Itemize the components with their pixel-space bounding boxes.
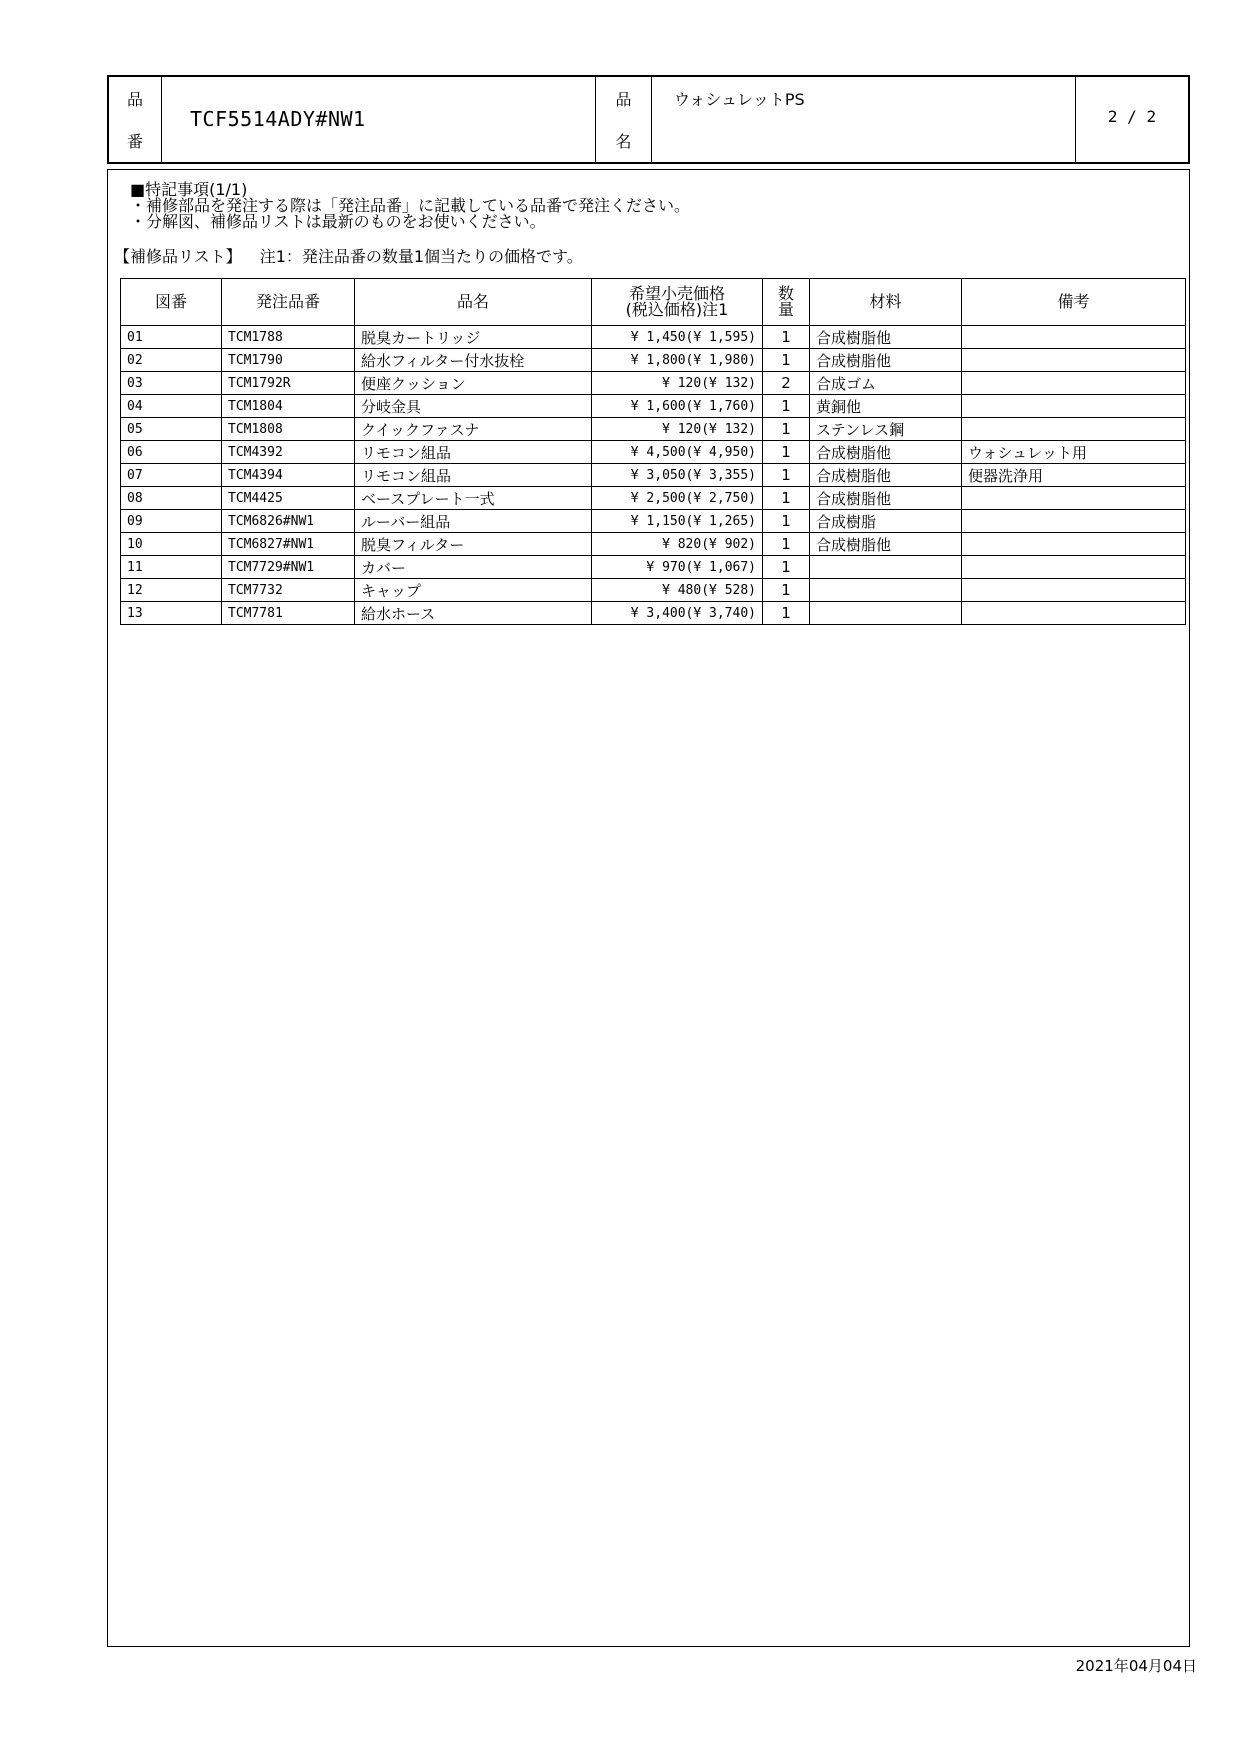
table-row bbox=[121, 602, 1186, 625]
col-header-name: 品名 bbox=[355, 279, 592, 326]
cell-material: 合成樹脂他 bbox=[810, 441, 962, 464]
cell-qty: 1 bbox=[763, 533, 810, 556]
notes-line-2: ・分解図、補修品リストは最新のものをお使いください。 bbox=[130, 212, 546, 231]
issue-date: 2021年04月04日 bbox=[1075, 1657, 1197, 1675]
cell-no: 10 bbox=[121, 533, 222, 556]
cell-qty: 1 bbox=[763, 556, 810, 579]
cell-price: ¥ 3,400(¥ 3,740) bbox=[592, 602, 763, 625]
cell-material: 黄銅他 bbox=[810, 395, 962, 418]
cell-no: 05 bbox=[121, 418, 222, 441]
cell-remarks bbox=[962, 556, 1186, 579]
cell-price: ¥ 120(¥ 132) bbox=[592, 418, 763, 441]
cell-price: ¥ 4,500(¥ 4,950) bbox=[592, 441, 763, 464]
cell-qty: 1 bbox=[763, 441, 810, 464]
cell-name: リモコン組品 bbox=[355, 464, 592, 487]
cell-qty: 1 bbox=[763, 418, 810, 441]
cell-price: ¥ 120(¥ 132) bbox=[592, 372, 763, 395]
cell-no: 08 bbox=[121, 487, 222, 510]
cell-name: 脱臭カートリッジ bbox=[355, 326, 592, 349]
content-frame bbox=[107, 169, 1190, 1647]
cell-qty: 1 bbox=[763, 510, 810, 533]
col-header-qty bbox=[763, 279, 810, 326]
cell-order-no: TCM7729#NW1 bbox=[222, 556, 355, 579]
cell-qty: 1 bbox=[763, 464, 810, 487]
table-row bbox=[121, 464, 1186, 487]
cell-qty: 1 bbox=[763, 602, 810, 625]
cell-material: 合成樹脂他 bbox=[810, 487, 962, 510]
cell-no: 04 bbox=[121, 395, 222, 418]
cell-price: ¥ 1,450(¥ 1,595) bbox=[592, 326, 763, 349]
cell-price: ¥ 970(¥ 1,067) bbox=[592, 556, 763, 579]
part-number: TCF5514ADY#NW1 bbox=[190, 107, 366, 131]
cell-remarks bbox=[962, 372, 1186, 395]
col-header-price-line-1: 希望小売価格 bbox=[628, 284, 725, 303]
cell-order-no: TCM1790 bbox=[222, 349, 355, 372]
name-label-char-2: 名 bbox=[615, 132, 632, 152]
table-row bbox=[121, 326, 1186, 349]
table-header-row bbox=[121, 279, 1186, 326]
parts-list-title: 【補修品リスト】 bbox=[114, 247, 242, 266]
cell-remarks bbox=[962, 395, 1186, 418]
cell-name: ベースプレート一式 bbox=[355, 487, 592, 510]
col-header-material: 材料 bbox=[810, 279, 962, 326]
cell-name: キャップ bbox=[355, 579, 592, 602]
cell-qty: 1 bbox=[763, 487, 810, 510]
cell-remarks: ウォシュレット用 bbox=[962, 441, 1186, 464]
cell-no: 09 bbox=[121, 510, 222, 533]
cell-no: 03 bbox=[121, 372, 222, 395]
cell-qty: 1 bbox=[763, 579, 810, 602]
cell-order-no: TCM6827#NW1 bbox=[222, 533, 355, 556]
name-label-cell bbox=[596, 77, 652, 162]
table-row bbox=[121, 395, 1186, 418]
cell-price: ¥ 1,150(¥ 1,265) bbox=[592, 510, 763, 533]
cell-order-no: TCM1808 bbox=[222, 418, 355, 441]
cell-name: ルーバー組品 bbox=[355, 510, 592, 533]
cell-name: 脱臭フィルター bbox=[355, 533, 592, 556]
notes-title: ■特記事項(1/1) bbox=[130, 180, 248, 199]
cell-name: 給水フィルター付水抜栓 bbox=[355, 349, 592, 372]
cell-price: ¥ 3,050(¥ 3,355) bbox=[592, 464, 763, 487]
cell-remarks bbox=[962, 349, 1186, 372]
cell-price: ¥ 1,800(¥ 1,980) bbox=[592, 349, 763, 372]
cell-material: 合成樹脂他 bbox=[810, 349, 962, 372]
cell-remarks bbox=[962, 579, 1186, 602]
cell-order-no: TCM4425 bbox=[222, 487, 355, 510]
part-no-label-char-1: 品 bbox=[126, 89, 143, 109]
name-label-char-1: 品 bbox=[615, 89, 632, 109]
cell-price: ¥ 480(¥ 528) bbox=[592, 579, 763, 602]
col-header-price bbox=[592, 279, 763, 326]
cell-qty: 1 bbox=[763, 395, 810, 418]
cell-qty: 1 bbox=[763, 349, 810, 372]
product-name-cell bbox=[652, 77, 1076, 162]
cell-remarks bbox=[962, 326, 1186, 349]
cell-material: 合成樹脂他 bbox=[810, 533, 962, 556]
col-header-price-line-2: (税込価格)注1 bbox=[625, 300, 729, 319]
part-no-label-cell bbox=[109, 77, 162, 162]
notes-line-1: ・補修部品を発注する際は「発注品番」に記載している品番で発注ください。 bbox=[130, 196, 691, 215]
cell-order-no: TCM7781 bbox=[222, 602, 355, 625]
cell-price: ¥ 2,500(¥ 2,750) bbox=[592, 487, 763, 510]
cell-material bbox=[810, 602, 962, 625]
table-row bbox=[121, 487, 1186, 510]
cell-order-no: TCM6826#NW1 bbox=[222, 510, 355, 533]
cell-remarks: 便器洗浄用 bbox=[962, 464, 1186, 487]
table-row bbox=[121, 349, 1186, 372]
cell-price: ¥ 1,600(¥ 1,760) bbox=[592, 395, 763, 418]
col-header-no: 図番 bbox=[121, 279, 222, 326]
cell-price: ¥ 820(¥ 902) bbox=[592, 533, 763, 556]
special-notes bbox=[130, 182, 690, 230]
cell-name: 便座クッション bbox=[355, 372, 592, 395]
product-name: ウォシュレットPS bbox=[674, 90, 805, 109]
part-no-cell bbox=[162, 77, 596, 162]
table-row bbox=[121, 372, 1186, 395]
page-number-cell bbox=[1076, 77, 1188, 162]
cell-order-no: TCM1788 bbox=[222, 326, 355, 349]
price-note: 注1：発注品番の数量1個当たりの価格です。 bbox=[259, 247, 583, 266]
cell-material: ステンレス鋼 bbox=[810, 418, 962, 441]
table-row bbox=[121, 533, 1186, 556]
cell-no: 02 bbox=[121, 349, 222, 372]
cell-order-no: TCM4394 bbox=[222, 464, 355, 487]
col-header-order-no: 発注品番 bbox=[222, 279, 355, 326]
parts-table bbox=[120, 278, 1186, 625]
cell-name: リモコン組品 bbox=[355, 441, 592, 464]
cell-order-no: TCM7732 bbox=[222, 579, 355, 602]
table-row bbox=[121, 556, 1186, 579]
cell-material: 合成樹脂 bbox=[810, 510, 962, 533]
table-row bbox=[121, 510, 1186, 533]
cell-name: カバー bbox=[355, 556, 592, 579]
table-body bbox=[121, 326, 1186, 625]
cell-no: 06 bbox=[121, 441, 222, 464]
cell-no: 01 bbox=[121, 326, 222, 349]
cell-no: 07 bbox=[121, 464, 222, 487]
col-header-qty-line-2: 量 bbox=[777, 300, 794, 319]
cell-name: 給水ホース bbox=[355, 602, 592, 625]
cell-remarks bbox=[962, 533, 1186, 556]
col-header-remarks: 備考 bbox=[962, 279, 1186, 326]
parts-list-heading bbox=[114, 244, 583, 267]
table-row bbox=[121, 579, 1186, 602]
cell-no: 13 bbox=[121, 602, 222, 625]
cell-order-no: TCM1792R bbox=[222, 372, 355, 395]
cell-no: 11 bbox=[121, 556, 222, 579]
cell-order-no: TCM1804 bbox=[222, 395, 355, 418]
cell-material bbox=[810, 556, 962, 579]
cell-remarks bbox=[962, 510, 1186, 533]
cell-no: 12 bbox=[121, 579, 222, 602]
cell-material bbox=[810, 579, 962, 602]
cell-material: 合成ゴム bbox=[810, 372, 962, 395]
cell-material: 合成樹脂他 bbox=[810, 464, 962, 487]
cell-remarks bbox=[962, 602, 1186, 625]
cell-remarks bbox=[962, 487, 1186, 510]
cell-remarks bbox=[962, 418, 1186, 441]
cell-order-no: TCM4392 bbox=[222, 441, 355, 464]
table-row bbox=[121, 441, 1186, 464]
page-number: 2 / 2 bbox=[1107, 107, 1157, 126]
table-row bbox=[121, 418, 1186, 441]
title-block bbox=[107, 75, 1190, 164]
part-no-label-char-2: 番 bbox=[126, 132, 143, 152]
cell-qty: 1 bbox=[763, 326, 810, 349]
cell-material: 合成樹脂他 bbox=[810, 326, 962, 349]
cell-qty: 2 bbox=[763, 372, 810, 395]
col-header-qty-line-1: 数 bbox=[777, 284, 794, 303]
cell-name: 分岐金具 bbox=[355, 395, 592, 418]
cell-name: クイックファスナ bbox=[355, 418, 592, 441]
